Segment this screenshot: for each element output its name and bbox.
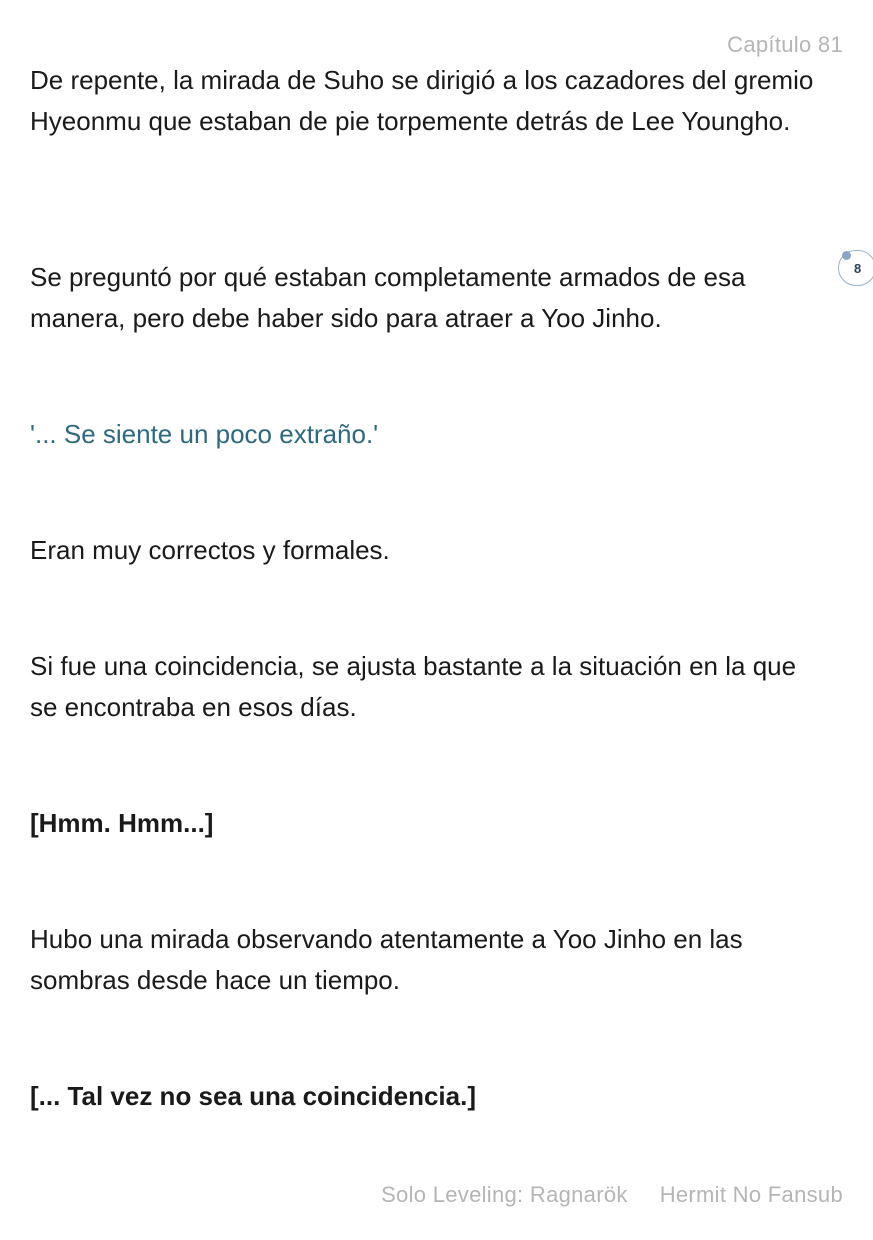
comment-dot — [842, 251, 851, 260]
footer-group: Hermit No Fansub — [659, 1182, 843, 1207]
paragraph: De repente, la mirada de Suho se dirigió a los cazadores del gremio Hyeonmu que estaban de pie torpemente detrás de Lee Youngho. — [30, 65, 814, 136]
system-message: [... Tal vez no sea una coincidencia.] — [30, 1081, 476, 1111]
system-message: [Hmm. Hmm...] — [30, 808, 214, 838]
paragraph: Hubo una mirada observando atentamente a Yoo Jinho en las sombras desde hace un tiempo. — [30, 924, 743, 995]
paragraph: Eran muy correctos y formales. — [30, 535, 390, 565]
thought-paragraph: '... Se siente un poco extraño.' — [30, 419, 379, 449]
paragraph: Se preguntó por qué estaban completamente armados de esa manera, pero debe haber sido para atraer a Yoo Jinho. — [30, 262, 746, 333]
chapter-label: Capítulo 81 — [727, 32, 843, 57]
footer-series: Solo Leveling: Ragnarök — [381, 1182, 628, 1207]
paragraph: Si fue una coincidencia, se ajusta bastante a la situación en la que se encontraba en esos días. — [30, 651, 797, 722]
footer — [381, 1182, 843, 1208]
comment-count: 8 — [854, 261, 862, 276]
comment-bubble-icon[interactable] — [838, 250, 873, 286]
